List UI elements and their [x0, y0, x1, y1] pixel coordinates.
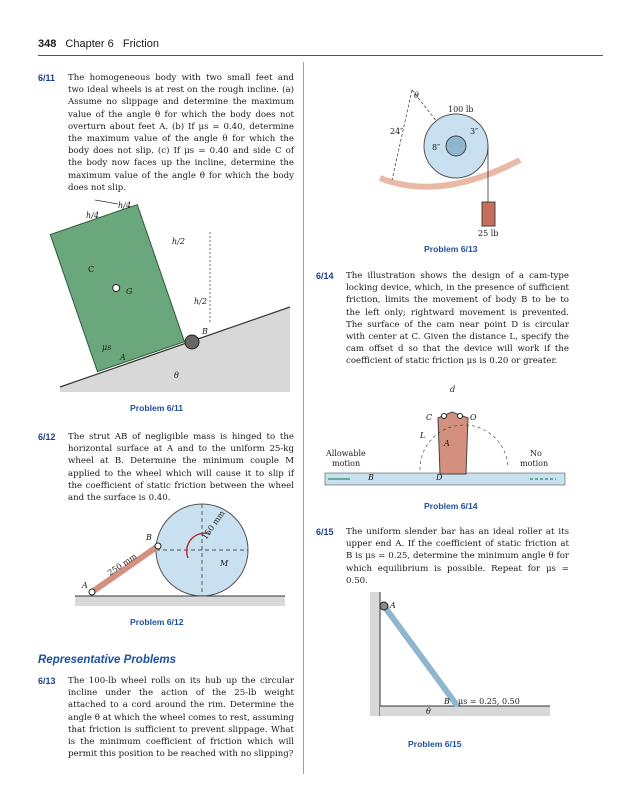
label-h4-left: h/4	[86, 211, 99, 220]
column-divider	[303, 62, 304, 774]
ideal-wheel	[185, 335, 199, 349]
problem-number: 6/14	[316, 271, 334, 281]
problem-6-12	[38, 431, 294, 504]
figure-6-12	[70, 500, 290, 610]
section-heading: Representative Problems	[38, 654, 177, 666]
body	[50, 205, 184, 372]
hub	[446, 136, 466, 156]
problem-number: 6/11	[38, 73, 56, 83]
wall	[370, 592, 380, 716]
label-M: M	[220, 559, 229, 568]
label-L: L	[420, 431, 426, 440]
label-B: B	[368, 473, 374, 482]
floor	[380, 706, 550, 716]
hanging-weight	[482, 202, 495, 226]
page-number: 348	[38, 38, 57, 50]
problem-6-14	[316, 270, 569, 368]
label-strut-length: 250 mm	[106, 551, 139, 578]
figure-6-13	[370, 70, 580, 240]
caption-6-11: Problem 6/11	[130, 403, 184, 413]
caption-6-15: Problem 6/15	[408, 739, 462, 749]
label-O: O	[470, 413, 477, 422]
problem-text: The 100-lb wheel rolls on its hub up the circular incline under the action of the 25-lb weight attached to a cord around the rim. Determine the angle θ at which the wheel comes to rest, assuming that friction is sufficient to prevent slippage. What is the minimum coefficient of friction which will permit this position to be reached with no slipping?	[68, 676, 294, 760]
chapter-label: Chapter 6	[65, 38, 114, 50]
problem-text: The illustration shows the design of a cam-type locking device, which, in the presence of sufficient friction, limits the movement of body B to be to the left only; rightward movement is prevented. The surface of the cam near point D is circular with center at C. Given the distance L, specify the cam offset d so that the device will work if the coefficient of static friction μs is 0.20 or greater.	[346, 271, 569, 367]
label-R: 24″	[390, 127, 404, 136]
label-B: B	[146, 533, 152, 542]
label-r-hub: 8″	[432, 143, 441, 152]
roller-a	[380, 602, 388, 610]
label-d: d	[450, 385, 456, 394]
label-B: B	[444, 697, 450, 706]
label-A: A	[444, 439, 450, 448]
figure-6-14	[320, 380, 570, 490]
figure-6-15	[360, 592, 560, 722]
label-wheel-weight: 100 lb	[448, 105, 474, 114]
problem-6-13	[38, 675, 294, 760]
problem-number: 6/13	[38, 676, 56, 686]
label-radius: 150 mm	[200, 508, 227, 542]
caption-6-12: Problem 6/12	[130, 617, 184, 627]
point-c	[442, 414, 447, 419]
point-o	[458, 414, 463, 419]
cam	[438, 412, 468, 474]
label-mu: μs = 0.25, 0.50	[458, 697, 520, 706]
caption-6-13: Problem 6/13	[424, 244, 478, 254]
problem-number: 6/15	[316, 527, 334, 537]
label-h2-upper: h/2	[172, 237, 185, 246]
problem-text: The strut AB of negligible mass is hinged to the horizontal surface at A and to the uniform 25-kg wheel at B. Determine the minimum couple M applied to the wheel which will cause it to slip if the coefficient of static friction between the wheel and the surface is 0.40.	[68, 432, 294, 504]
label-C: C	[426, 413, 433, 422]
figure-6-11	[40, 192, 290, 392]
running-header	[38, 38, 159, 50]
label-h2-lower: h/2	[194, 297, 207, 306]
ground	[75, 596, 285, 606]
header-rule	[38, 55, 603, 56]
label-A: A	[390, 601, 396, 610]
label-theta: θ	[174, 371, 179, 380]
label-D: D	[436, 473, 443, 482]
problem-6-11	[38, 72, 294, 194]
problem-text: The uniform slender bar has an ideal roller at its upper end A. If the coefficient of static friction at B is μs = 0.25, determine the minimum angle θ for which equilibrium is possible. Repeat for μs = 0.50.	[346, 527, 569, 586]
label-allowable: Allowable	[326, 449, 366, 458]
label-G: G	[126, 287, 133, 296]
label-r-outer: 3″	[470, 127, 479, 136]
caption-6-14: Problem 6/14	[424, 501, 478, 511]
chapter-title: Friction	[122, 38, 159, 50]
label-no-motion: motion	[520, 459, 549, 468]
label-mu: μs	[102, 343, 112, 352]
label-hang-weight: 25 lb	[478, 229, 499, 238]
dim-line	[95, 200, 118, 204]
hinge-b	[155, 543, 161, 549]
label-B: B	[202, 327, 208, 336]
label-h4-top: h/4	[118, 201, 131, 210]
label-theta: θ	[414, 91, 419, 100]
label-no: No	[530, 449, 542, 458]
label-A: A	[120, 353, 126, 362]
label-theta: θ	[426, 707, 431, 716]
label-C: C	[88, 265, 95, 274]
strut	[92, 546, 158, 592]
label-allowable-motion: motion	[332, 459, 361, 468]
label-A: A	[82, 581, 88, 590]
problem-6-15	[316, 526, 569, 587]
slender-bar	[384, 606, 456, 704]
problem-text: The homogeneous body with two small feet and two ideal wheels is at rest on the rough incline. (a) Assume no slippage and determine the maximum value of the angle θ for which the body does not overturn about feet A. (b) If μs = 0.40, determine the maximum value of the angle θ for which the body does not slip. (c) If μs = 0.40 and side C of the body now faces up the incline, determine the maximum value of the angle θ for which the body does not slip.	[68, 73, 294, 193]
body-b	[325, 473, 565, 485]
hinge-a	[89, 589, 95, 595]
problem-number: 6/12	[38, 432, 56, 442]
